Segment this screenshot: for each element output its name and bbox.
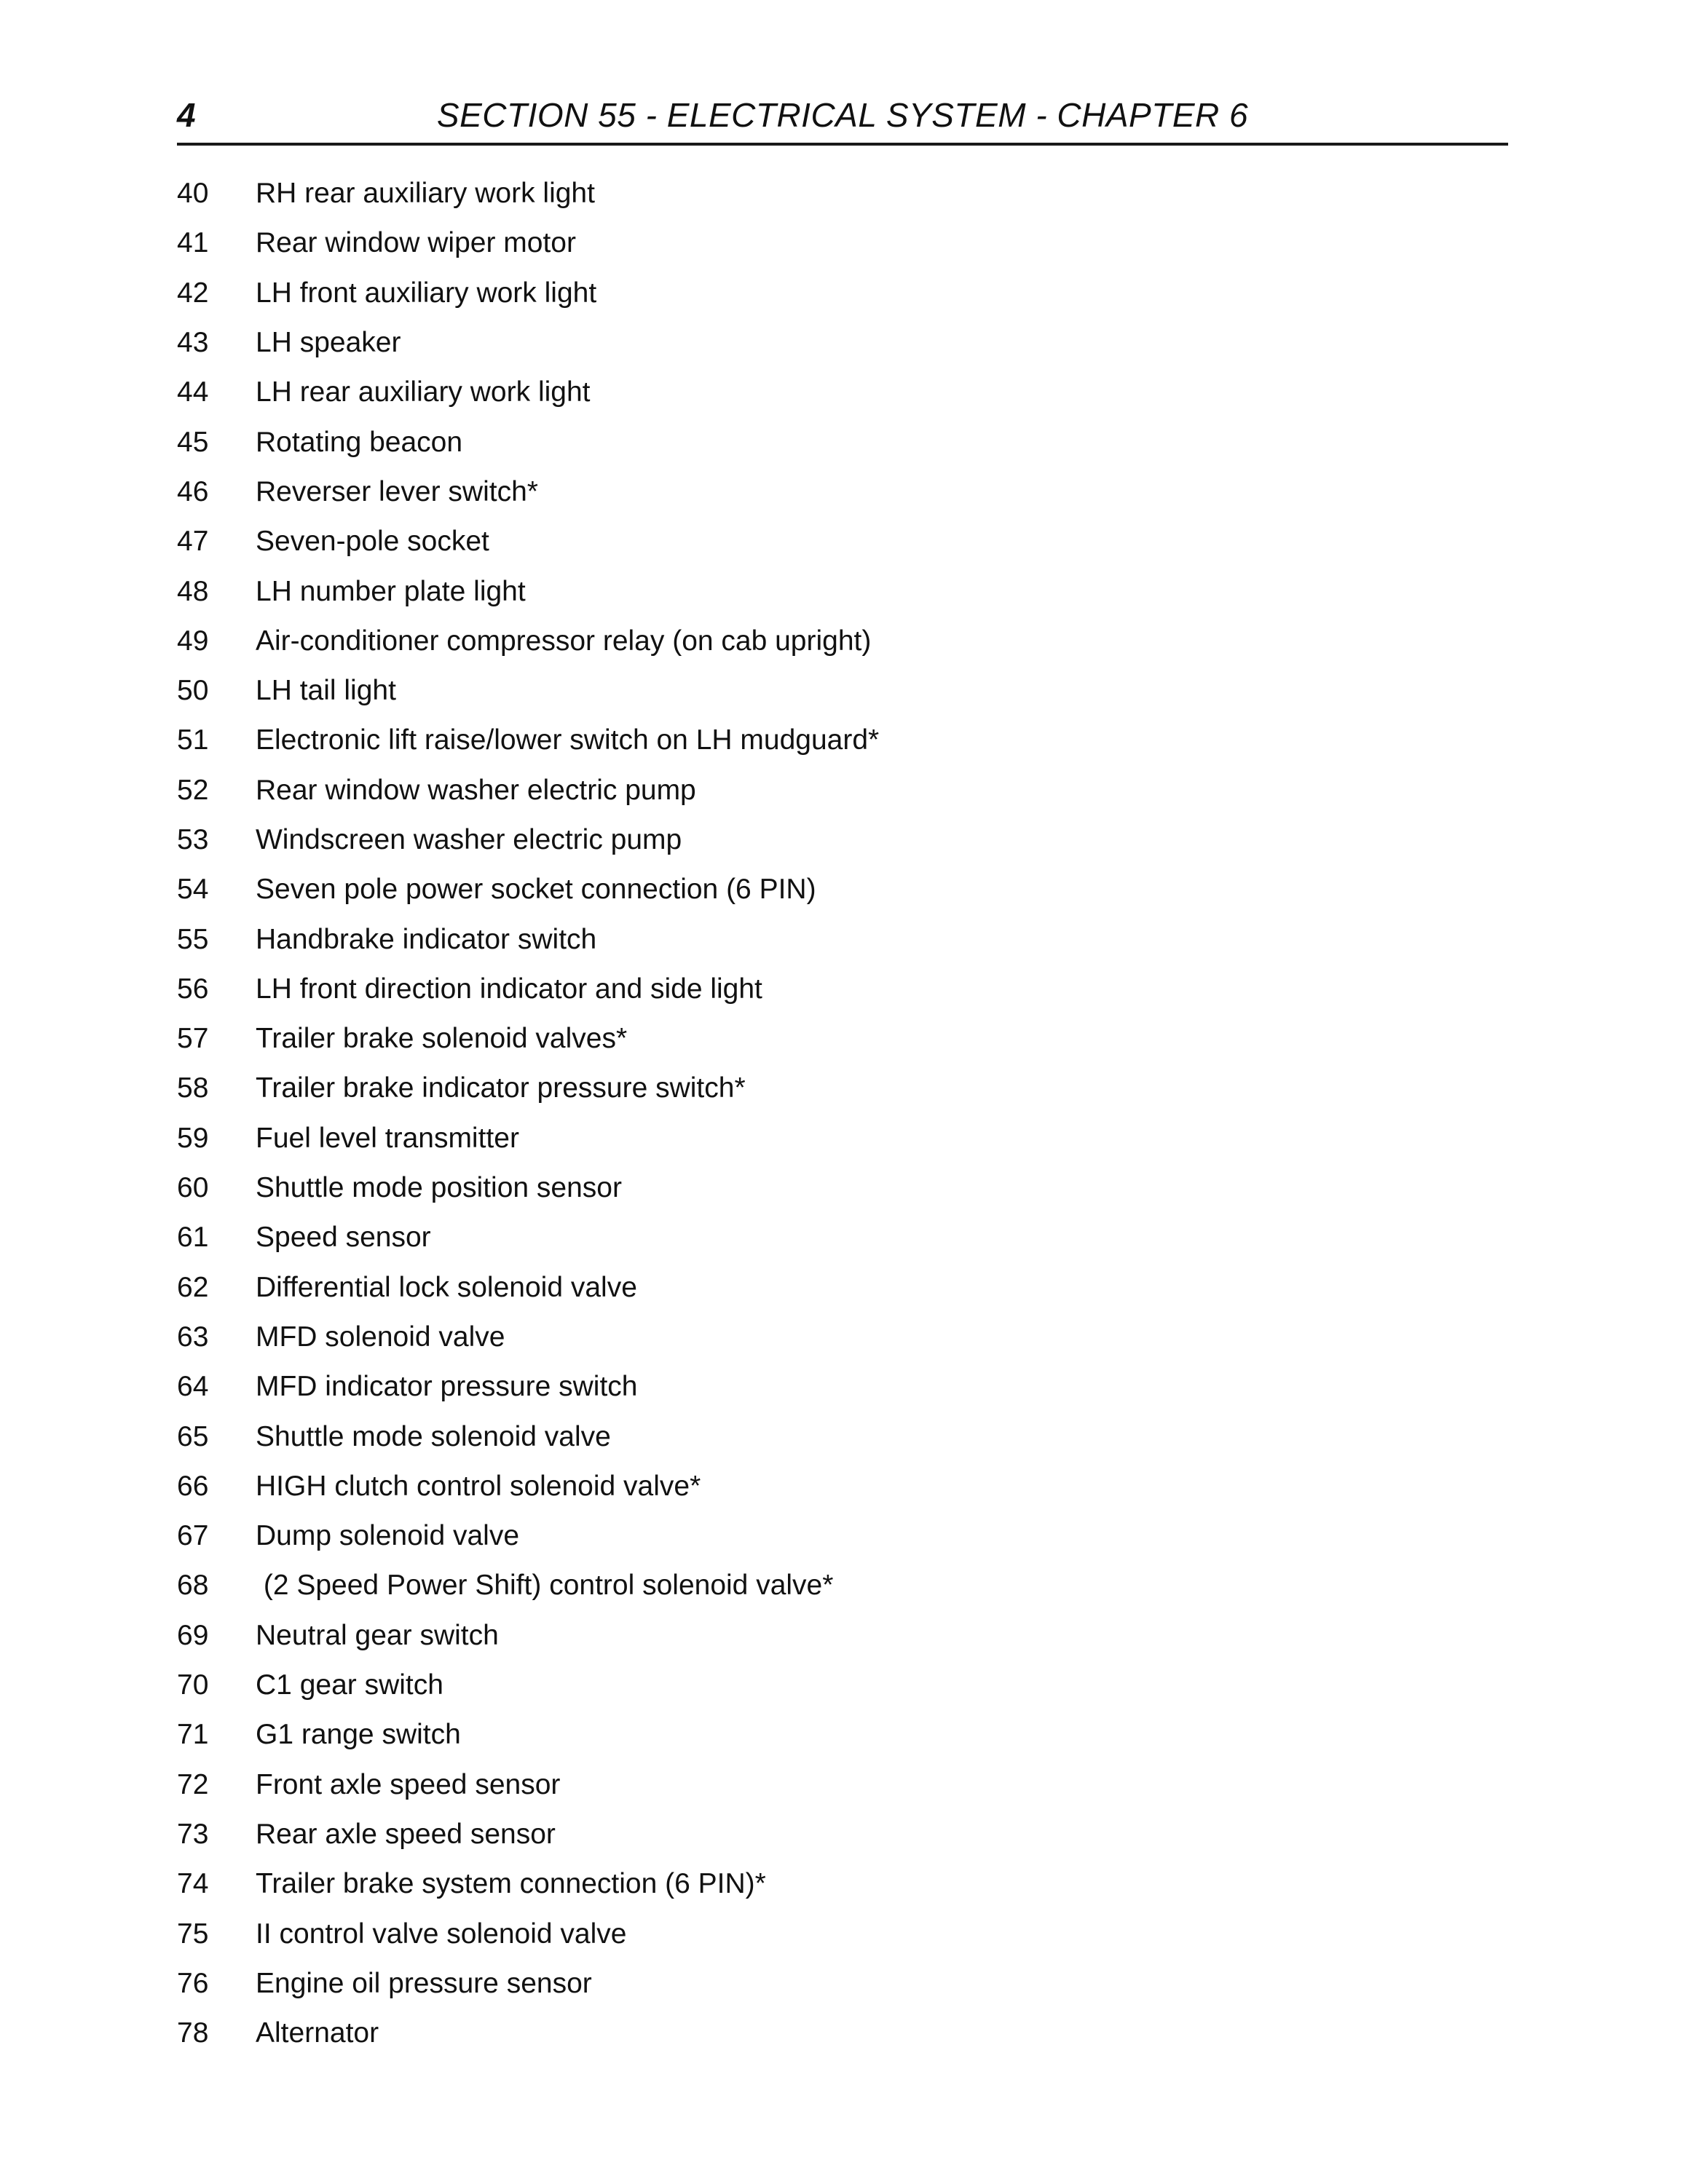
list-item bbox=[177, 666, 1269, 716]
item-description: Fuel level transmitter bbox=[256, 1122, 519, 1154]
list-item bbox=[177, 1064, 1269, 1113]
page-header bbox=[177, 87, 1508, 146]
item-number: 56 bbox=[177, 973, 209, 1005]
list-item bbox=[177, 914, 1269, 964]
item-number: 50 bbox=[177, 675, 209, 707]
list-item bbox=[177, 218, 1269, 268]
list-item bbox=[177, 815, 1269, 865]
list-item bbox=[177, 1412, 1269, 1461]
list-item bbox=[177, 965, 1269, 1014]
list-item bbox=[177, 1313, 1269, 1362]
list-item bbox=[177, 1462, 1269, 1511]
item-number: 57 bbox=[177, 1023, 209, 1055]
item-description: LH speaker bbox=[256, 327, 401, 359]
item-description: MFD indicator pressure switch bbox=[256, 1371, 638, 1403]
item-number: 76 bbox=[177, 1967, 209, 1999]
item-number: 62 bbox=[177, 1271, 209, 1303]
item-description: Shuttle mode solenoid valve bbox=[256, 1420, 611, 1452]
item-number: 52 bbox=[177, 774, 209, 806]
item-description: Shuttle mode position sensor bbox=[256, 1172, 622, 1204]
list-item bbox=[177, 617, 1269, 666]
page-number: 4 bbox=[177, 96, 196, 134]
item-number: 41 bbox=[177, 227, 209, 259]
item-number: 71 bbox=[177, 1719, 209, 1751]
item-description: Reverser lever switch* bbox=[256, 475, 538, 507]
item-number: 65 bbox=[177, 1420, 209, 1452]
item-description: (2 Speed Power Shift) control solenoid valve* bbox=[256, 1570, 834, 1602]
list-item bbox=[177, 865, 1269, 914]
list-item bbox=[177, 467, 1269, 517]
item-number: 47 bbox=[177, 526, 209, 558]
item-description: Alternator bbox=[256, 2017, 379, 2049]
item-description: Rear window wiper motor bbox=[256, 227, 576, 259]
item-number: 78 bbox=[177, 2017, 209, 2049]
list-item bbox=[177, 1909, 1269, 1958]
list-item bbox=[177, 716, 1269, 765]
list-item bbox=[177, 1710, 1269, 1760]
item-description: Rear window washer electric pump bbox=[256, 774, 696, 806]
item-number: 43 bbox=[177, 327, 209, 359]
item-description: RH rear auxiliary work light bbox=[256, 178, 595, 210]
list-item bbox=[177, 1859, 1269, 1909]
item-description: Handbrake indicator switch bbox=[256, 923, 597, 955]
item-number: 46 bbox=[177, 475, 209, 507]
item-number: 66 bbox=[177, 1470, 209, 1502]
item-description: Dump solenoid valve bbox=[256, 1520, 520, 1552]
item-number: 75 bbox=[177, 1918, 209, 1950]
item-description: C1 gear switch bbox=[256, 1669, 443, 1701]
item-description: Rear axle speed sensor bbox=[256, 1818, 556, 1850]
list-item bbox=[177, 1213, 1269, 1262]
item-description: Rotating beacon bbox=[256, 426, 463, 458]
list-item bbox=[177, 368, 1269, 417]
item-description: HIGH clutch control solenoid valve* bbox=[256, 1470, 701, 1502]
list-item bbox=[177, 1263, 1269, 1313]
list-item bbox=[177, 1561, 1269, 1610]
item-description: G1 range switch bbox=[256, 1719, 461, 1751]
list-item bbox=[177, 417, 1269, 467]
item-description: Engine oil pressure sensor bbox=[256, 1967, 592, 1999]
item-description: Trailer brake solenoid valves* bbox=[256, 1023, 628, 1055]
item-description: II control valve solenoid valve bbox=[256, 1918, 627, 1950]
item-description: Front axle speed sensor bbox=[256, 1768, 561, 1800]
item-description: Windscreen washer electric pump bbox=[256, 824, 682, 855]
item-description: Air-conditioner compressor relay (on cab upright) bbox=[256, 625, 872, 657]
section-title: SECTION 55 - ELECTRICAL SYSTEM - CHAPTER 6 bbox=[436, 96, 1249, 134]
item-number: 59 bbox=[177, 1122, 209, 1154]
list-item bbox=[177, 517, 1269, 566]
list-item bbox=[177, 766, 1269, 815]
item-number: 58 bbox=[177, 1072, 209, 1104]
list-item bbox=[177, 2009, 1269, 2058]
list-item bbox=[177, 566, 1269, 616]
item-description: LH front direction indicator and side light bbox=[256, 973, 762, 1005]
list-item bbox=[177, 1959, 1269, 2009]
item-number: 54 bbox=[177, 874, 209, 906]
list-item bbox=[177, 1114, 1269, 1163]
item-number: 61 bbox=[177, 1222, 209, 1254]
item-number: 69 bbox=[177, 1619, 209, 1651]
item-number: 53 bbox=[177, 824, 209, 855]
item-number: 48 bbox=[177, 575, 209, 607]
item-number: 40 bbox=[177, 178, 209, 210]
list-item bbox=[177, 1014, 1269, 1064]
item-number: 51 bbox=[177, 724, 209, 756]
item-description: Trailer brake indicator pressure switch* bbox=[256, 1072, 746, 1104]
item-description: MFD solenoid valve bbox=[256, 1321, 505, 1353]
item-number: 68 bbox=[177, 1570, 209, 1602]
item-description: Differential lock solenoid valve bbox=[256, 1271, 637, 1303]
list-item bbox=[177, 1810, 1269, 1859]
item-description: Seven pole power socket connection (6 PIN) bbox=[256, 874, 816, 906]
item-number: 55 bbox=[177, 923, 209, 955]
item-description: Neutral gear switch bbox=[256, 1619, 499, 1651]
item-number: 64 bbox=[177, 1371, 209, 1403]
list-item bbox=[177, 169, 1269, 218]
item-description: LH rear auxiliary work light bbox=[256, 376, 591, 408]
item-number: 70 bbox=[177, 1669, 209, 1701]
list-item bbox=[177, 1511, 1269, 1561]
item-number: 49 bbox=[177, 625, 209, 657]
item-number: 63 bbox=[177, 1321, 209, 1353]
component-list bbox=[177, 169, 1269, 2058]
list-item bbox=[177, 1362, 1269, 1412]
list-item bbox=[177, 1163, 1269, 1213]
item-number: 73 bbox=[177, 1818, 209, 1850]
item-number: 74 bbox=[177, 1868, 209, 1900]
list-item bbox=[177, 269, 1269, 318]
item-description: LH tail light bbox=[256, 675, 396, 707]
item-number: 67 bbox=[177, 1520, 209, 1552]
list-item bbox=[177, 1661, 1269, 1710]
list-item bbox=[177, 318, 1269, 368]
item-description: LH front auxiliary work light bbox=[256, 277, 597, 309]
item-description: LH number plate light bbox=[256, 575, 526, 607]
item-description: Speed sensor bbox=[256, 1222, 431, 1254]
item-description: Electronic lift raise/lower switch on LH mudguard* bbox=[256, 724, 880, 756]
list-item bbox=[177, 1611, 1269, 1661]
item-number: 44 bbox=[177, 376, 209, 408]
item-description: Trailer brake system connection (6 PIN)* bbox=[256, 1868, 766, 1900]
list-item bbox=[177, 1760, 1269, 1810]
item-number: 42 bbox=[177, 277, 209, 309]
item-number: 60 bbox=[177, 1172, 209, 1204]
item-description: Seven-pole socket bbox=[256, 526, 489, 558]
item-number: 72 bbox=[177, 1768, 209, 1800]
item-number: 45 bbox=[177, 426, 209, 458]
